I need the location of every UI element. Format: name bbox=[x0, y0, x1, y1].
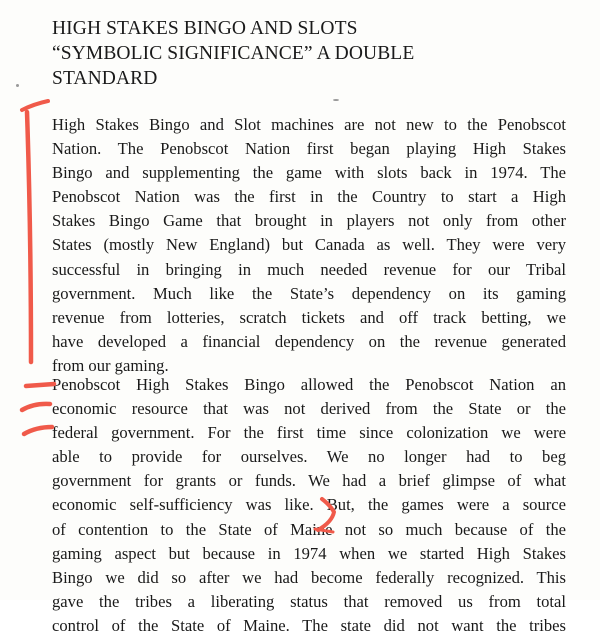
dash-mark bbox=[24, 427, 52, 434]
scan-speck bbox=[16, 84, 19, 87]
scan-speck bbox=[333, 99, 339, 101]
text-line: Nation. The Penobscot Nation first began playing High Stakes bbox=[52, 139, 566, 159]
text-line: Penobscot High Stakes Bingo allowed the Penobscot Nation an bbox=[52, 375, 566, 394]
bracket-mark bbox=[22, 101, 48, 110]
text-line: government. Much like the State’s dependency on its gaming bbox=[52, 283, 566, 303]
text-line: of contention to the State of Maine not so much because of the bbox=[52, 519, 566, 539]
text-line: gaming aspect but because in 1974 when we started High Stakes bbox=[52, 543, 566, 563]
text-line: economic self-sufficiency was like. But, the games were a source bbox=[52, 495, 566, 515]
document-title bbox=[52, 16, 572, 91]
text-line: Bingo we did so after we had become federally recognized. This bbox=[52, 567, 566, 587]
text-line: economic resource that was not derived from the State or the bbox=[52, 399, 566, 419]
text-line: High Stakes Bingo and Slot machines are not new to the Penobscot bbox=[52, 115, 566, 134]
paragraph-1 bbox=[52, 113, 566, 378]
text-line: government for grants or funds. We had a brief glimpse of what bbox=[52, 471, 566, 491]
paragraph-2 bbox=[52, 373, 566, 638]
text-line: from our gaming. bbox=[52, 355, 169, 375]
bracket-mark bbox=[27, 112, 31, 362]
text-line: have developed a financial dependency on the revenue generated bbox=[52, 331, 566, 351]
text-line: Stakes Bingo Game that brought in players not only from other bbox=[52, 211, 566, 231]
text-line: control of the State of Maine. The state did not want the tribes bbox=[52, 615, 566, 635]
dash-mark bbox=[22, 404, 50, 410]
text-line: gave the tribes a liberating status that removed us from total bbox=[52, 591, 566, 611]
dash-mark bbox=[26, 384, 54, 386]
text-line: Bingo and supplementing the game with slots back in 1974. The bbox=[52, 163, 566, 183]
text-line: federal government. For the first time since colonization we were bbox=[52, 423, 566, 443]
title-line: HIGH STAKES BINGO AND SLOTS bbox=[52, 18, 358, 39]
text-line: States (mostly New England) but Canada as well. They were very bbox=[52, 235, 566, 255]
text-line: revenue from lotteries, scratch tickets and off track betting, we bbox=[52, 307, 566, 327]
text-line: successful in bringing in much needed revenue for our Tribal bbox=[52, 259, 566, 279]
title-line: STANDARD bbox=[52, 68, 158, 89]
title-line: “SYMBOLIC SIGNIFICANCE” A DOUBLE bbox=[52, 43, 415, 64]
text-line: able to provide for ourselves. We no longer had to beg bbox=[52, 447, 566, 467]
text-line: Penobscot Nation was the first in the Country to start a High bbox=[52, 187, 566, 207]
